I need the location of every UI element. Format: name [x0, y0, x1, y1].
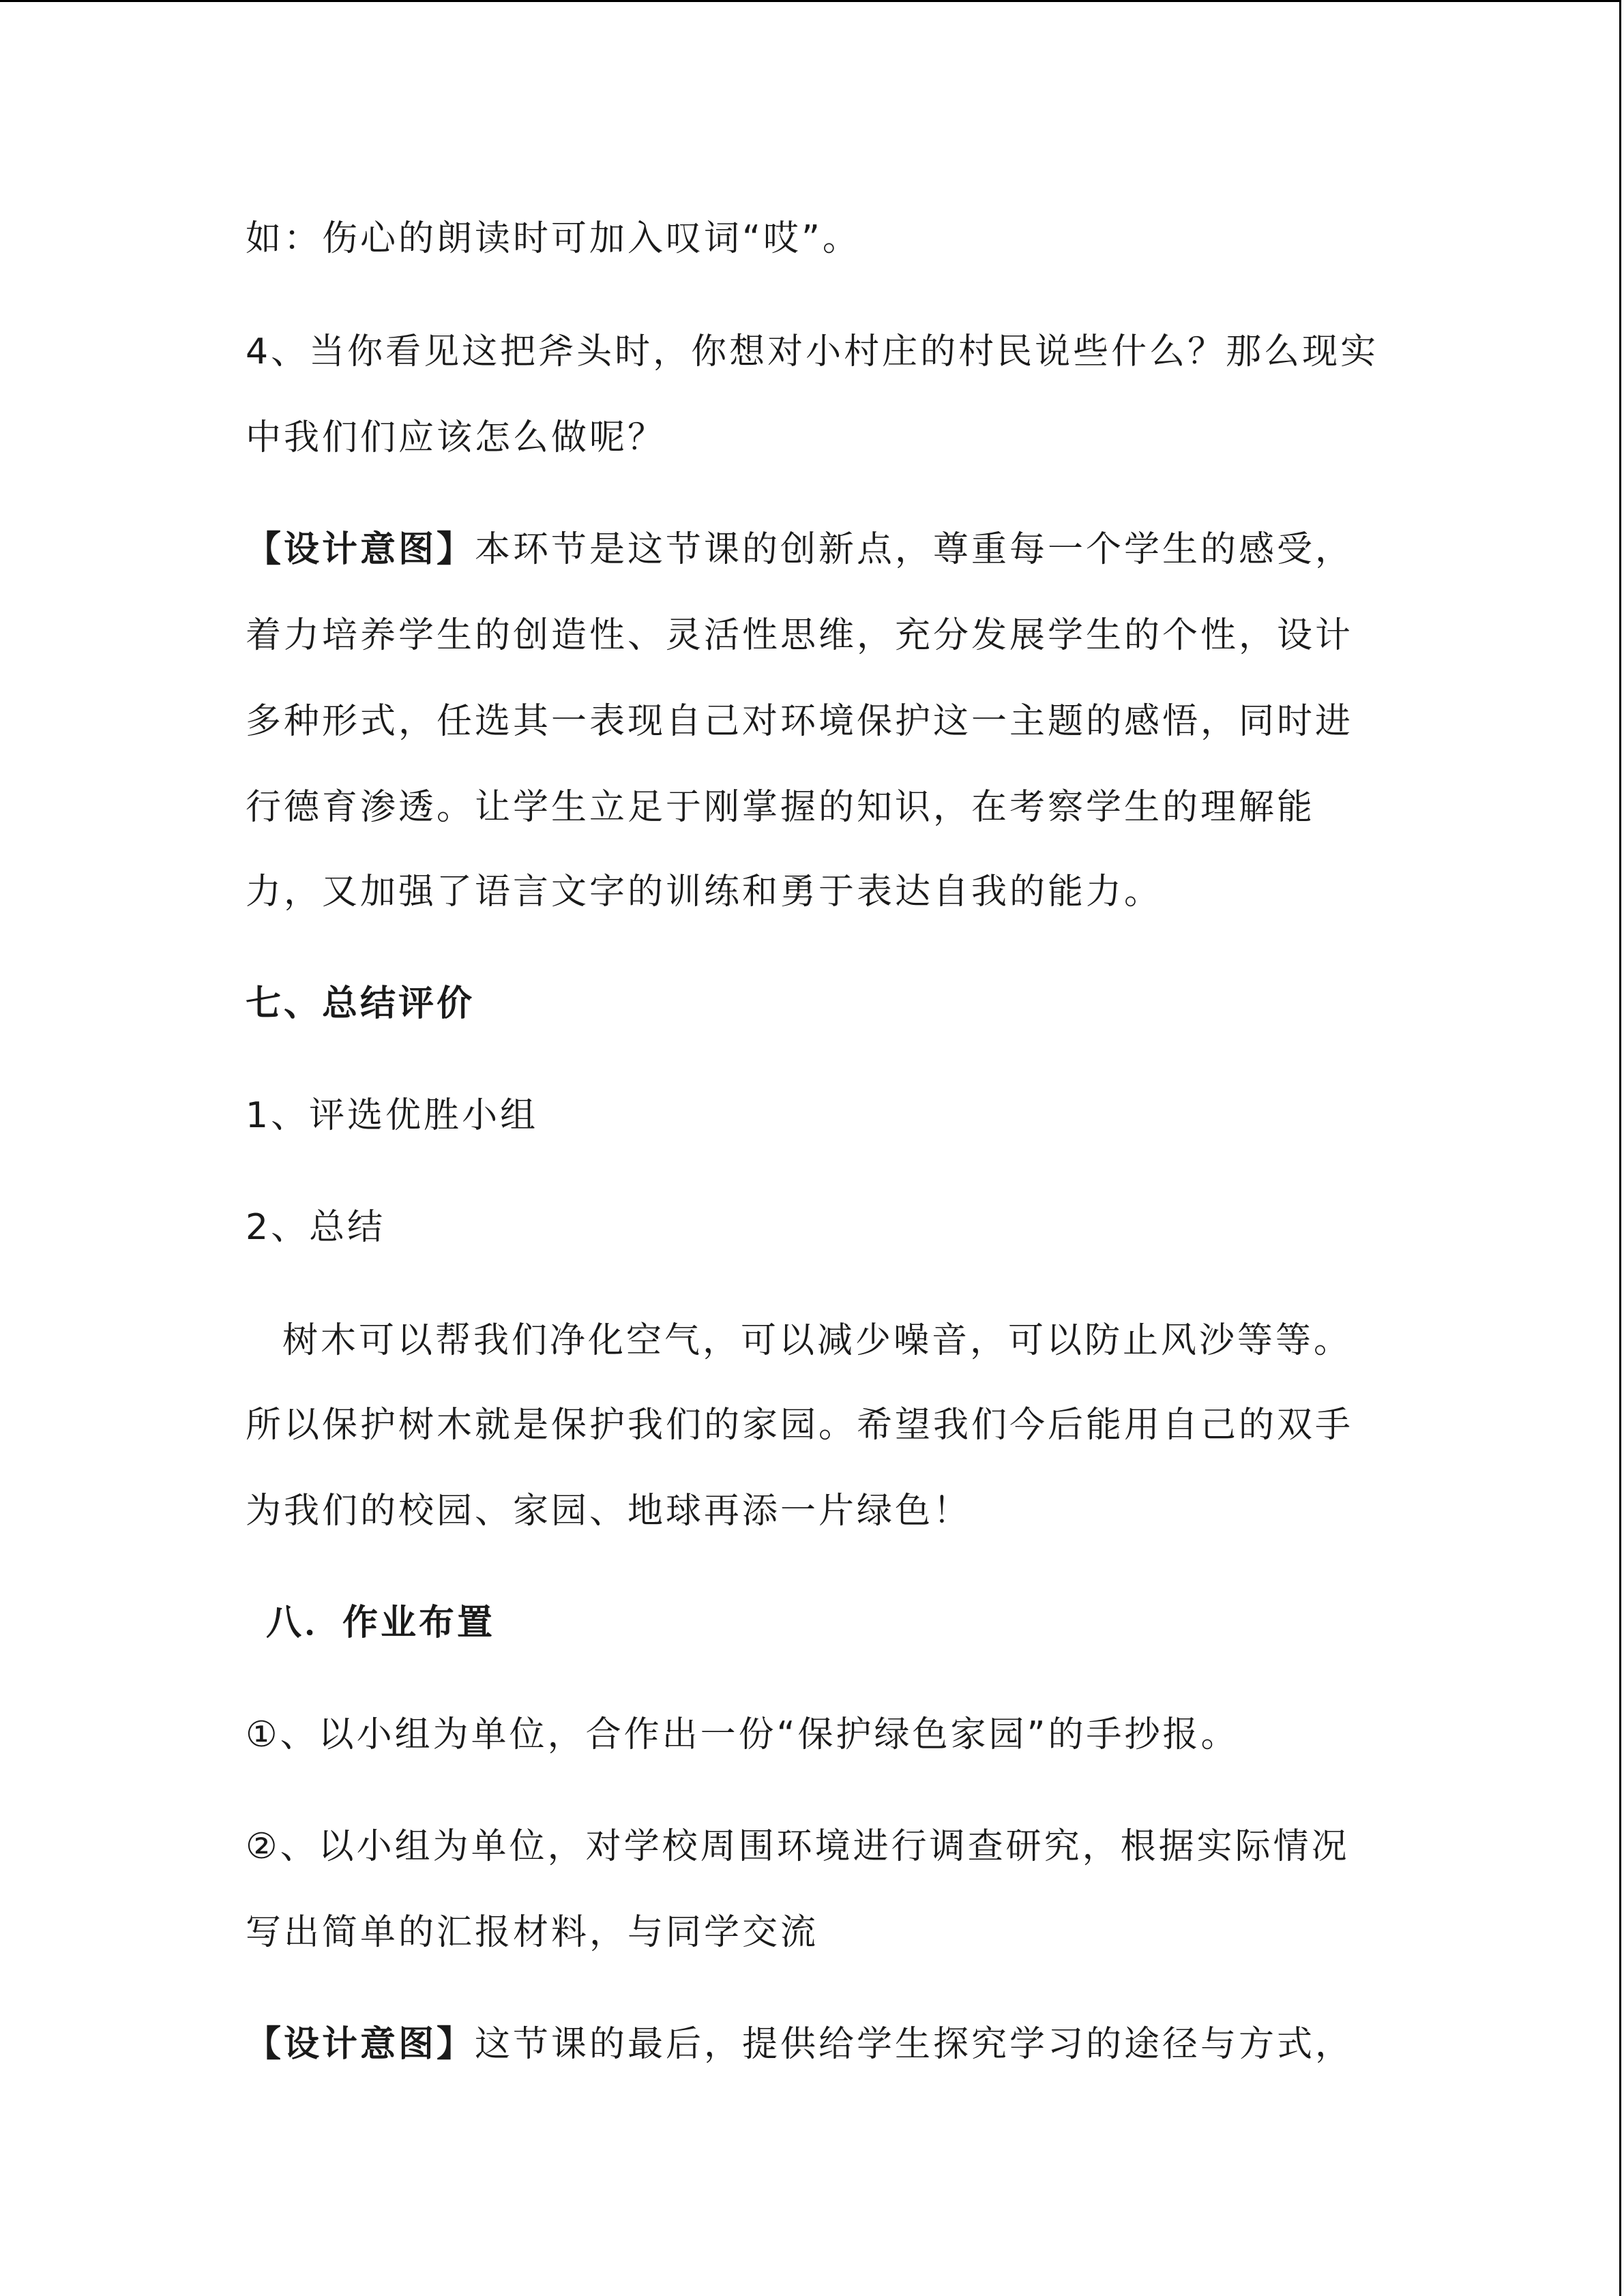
body-text-line: 多种形式，任选其一表现自己对环境保护这一主题的感悟，同时进 [246, 701, 1354, 742]
body-text-line: 中我们们应该怎么做呢？ [246, 417, 666, 458]
design-intent-label: 【设计意图】 [246, 2024, 475, 2065]
body-text-line: 着力培养学生的创造性、灵活性思维，充分发展学生的个性，设计 [246, 615, 1354, 656]
design-intent-label: 【设计意图】 [246, 529, 475, 570]
body-text-line: 如：伤心的朗读时可加入叹词“哎”。 [246, 218, 861, 259]
design-intent-paragraph [246, 529, 1354, 570]
body-text-line: 行德育渗透。让学生立足于刚掌握的知识，在考察学生的理解能 [246, 787, 1316, 828]
body-text-line: 为我们的校园、家园、地球再添一片绿色！ [246, 1491, 972, 1532]
section-heading: 七、总结评价 [246, 983, 475, 1024]
section-heading: 八．作业布置 [266, 1602, 496, 1643]
body-text-line: 所以保护树木就是保护我们的家园。希望我们今后能用自己的双手 [246, 1405, 1354, 1446]
body-text-line: 写出简单的汇报材料，与同学交流 [246, 1912, 819, 1953]
design-intent-text: 本环节是这节课的创新点，尊重每一个学生的感受， [475, 529, 1354, 570]
body-text-line: 树木可以帮我们净化空气，可以减少噪音，可以防止风沙等等。 [282, 1320, 1353, 1361]
design-intent-paragraph [246, 2024, 1354, 2065]
body-text-line: 4、当你看见这把斧头时，你想对小村庄的村民说些什么？那么现实 [246, 331, 1379, 372]
list-item: 2、总结 [246, 1207, 386, 1248]
list-item: ②、以小组为单位，对学校周围环境进行调查研究，根据实际情况 [246, 1826, 1350, 1867]
body-text-line: 力，又加强了语言文字的训练和勇于表达自我的能力。 [246, 871, 1163, 912]
list-item: 1、评选优胜小组 [246, 1095, 539, 1136]
list-item: ①、以小组为单位，合作出一份“保护绿色家园”的手抄报。 [246, 1714, 1239, 1755]
design-intent-text: 这节课的最后，提供给学生探究学习的途径与方式， [475, 2024, 1354, 2065]
